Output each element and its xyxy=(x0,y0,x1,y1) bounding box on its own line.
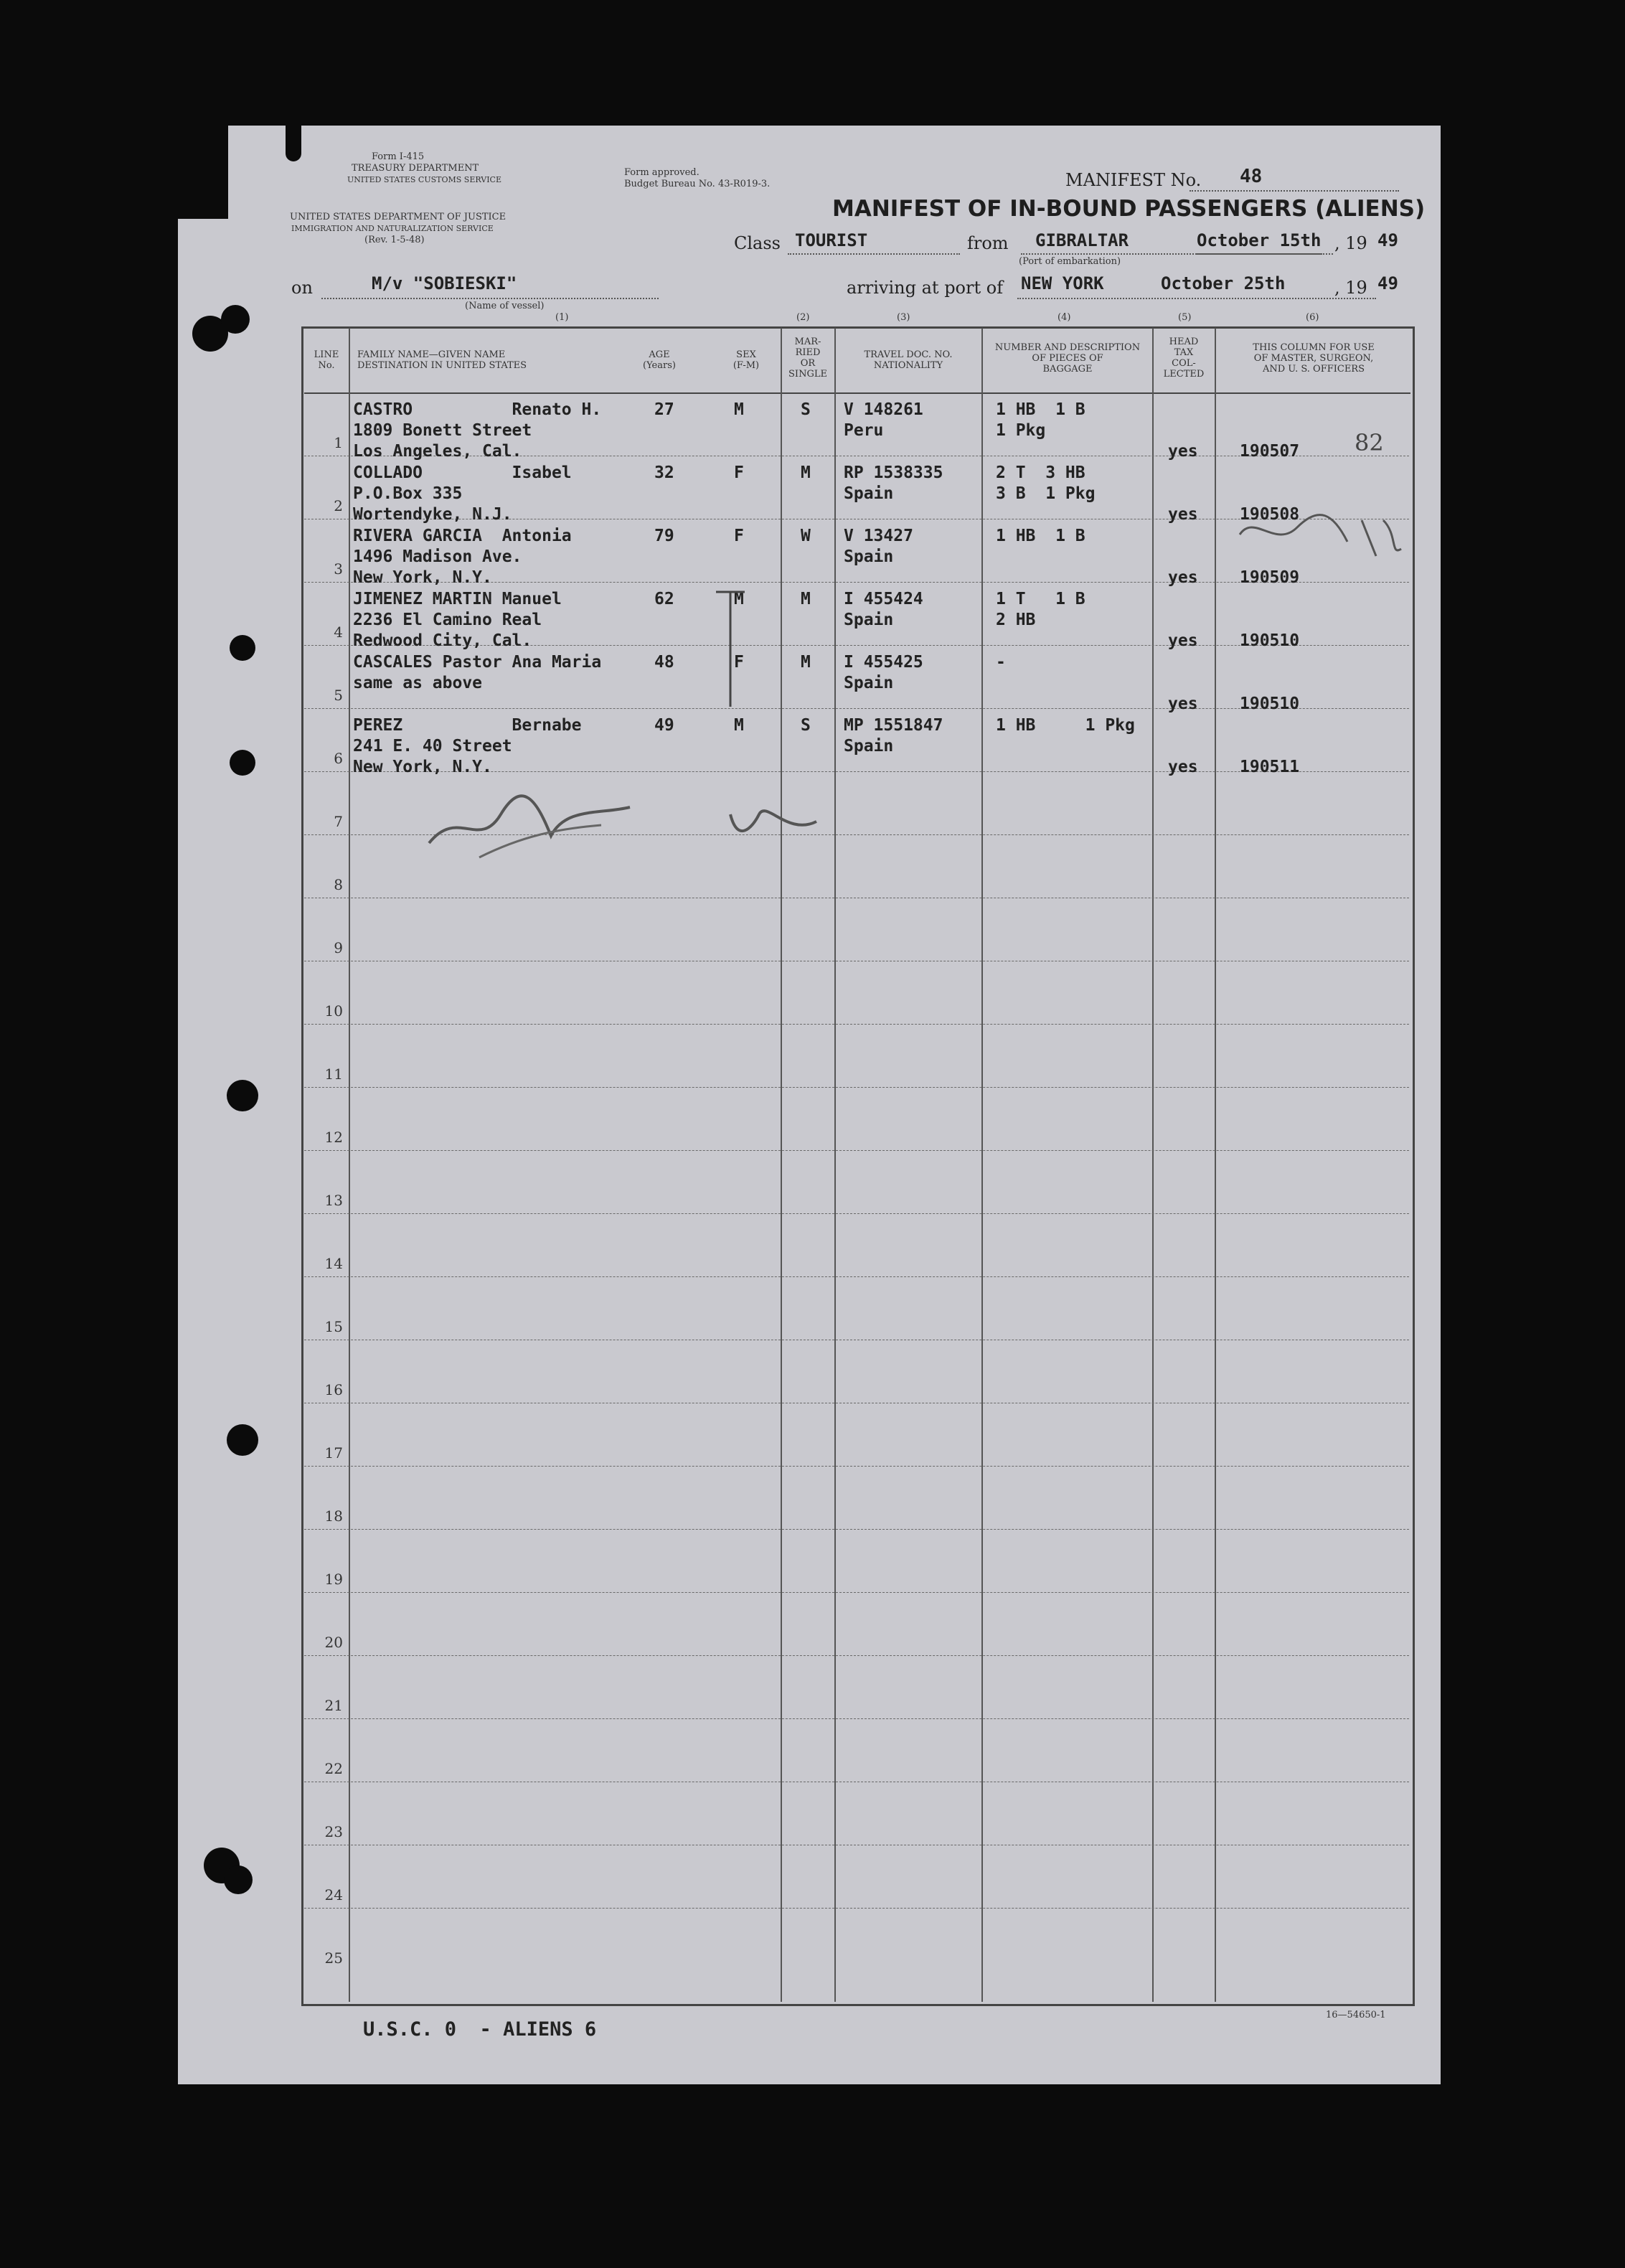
column-number: (4) xyxy=(1058,312,1071,323)
cell-name-line3: Los Angeles, Cal. xyxy=(353,442,522,461)
cell-name-line1: RIVERA GARCIA Antonia xyxy=(353,527,572,545)
header-travel-doc: TRAVEL DOC. NO. NATIONALITY xyxy=(864,349,953,371)
line-number: 17 xyxy=(324,1444,343,1462)
arriving-label: arriving at port of xyxy=(847,278,1004,298)
cell-name-line3: Redwood City, Cal. xyxy=(353,631,532,650)
class-label: Class xyxy=(734,233,781,253)
manifest-number-label: MANIFEST No. xyxy=(1065,170,1202,190)
cell-married: S xyxy=(801,716,811,735)
depart-date-line xyxy=(1197,253,1333,255)
cell-officer: 190507 xyxy=(1240,442,1300,461)
column-rule xyxy=(1152,328,1154,2002)
form-number: Form I-415 xyxy=(372,151,425,162)
revision-date: (Rev. 1-5-48) xyxy=(364,235,425,245)
cell-nationality: Spain xyxy=(844,611,894,629)
line-number: 15 xyxy=(324,1318,343,1335)
punch-hole xyxy=(227,1424,258,1456)
cell-married: M xyxy=(801,590,811,608)
cell-name-line1: CASCALES Pastor Ana Maria xyxy=(353,653,602,672)
ins-service: IMMIGRATION AND NATURALIZATION SERVICE xyxy=(291,224,494,233)
cell-age: 79 xyxy=(654,527,674,545)
vessel-name: M/v "SOBIESKI" xyxy=(372,273,517,293)
cell-name-line1: PEREZ Bernabe xyxy=(353,716,582,735)
summary-totals: U.S.C. 0 - ALIENS 6 xyxy=(363,2018,597,2041)
line-number: 3 xyxy=(334,560,343,578)
column-rule xyxy=(781,328,782,2002)
class-line xyxy=(788,253,960,255)
punch-hole xyxy=(221,305,250,334)
column-number: (2) xyxy=(796,312,810,323)
cell-doc: I 455425 xyxy=(844,653,923,672)
cell-sex: M xyxy=(734,716,744,735)
row-divider xyxy=(304,1466,1409,1467)
header-line-no: LINE No. xyxy=(314,349,339,371)
column-number: (5) xyxy=(1178,312,1192,323)
vessel-line xyxy=(321,298,659,299)
line-number: 16 xyxy=(324,1381,343,1398)
row-divider xyxy=(304,1087,1409,1088)
inspector-signature xyxy=(415,786,845,865)
row-divider xyxy=(304,1592,1409,1593)
line-number: 6 xyxy=(334,750,343,767)
column-rule xyxy=(981,328,983,2002)
cell-headtax: yes xyxy=(1168,568,1198,587)
handwritten-bracket xyxy=(694,585,781,714)
cell-baggage2: 1 Pkg xyxy=(996,421,1046,440)
departure-year: 49 xyxy=(1377,230,1398,250)
column-number: (6) xyxy=(1306,312,1319,323)
cell-officer: 190508 xyxy=(1240,505,1300,524)
punch-hole xyxy=(230,750,255,776)
torn-corner xyxy=(178,126,228,219)
header-baggage: NUMBER AND DESCRIPTION OF PIECES OF BAGGAGE xyxy=(994,342,1141,375)
form-approved: Form approved. xyxy=(624,167,700,178)
arrival-line xyxy=(1017,298,1376,299)
row-divider xyxy=(304,1908,1409,1909)
cell-nationality: Spain xyxy=(844,484,894,503)
vessel-name-label: (Name of vessel) xyxy=(465,301,545,311)
cell-headtax: yes xyxy=(1168,442,1198,461)
line-number: 10 xyxy=(324,1002,343,1020)
row-divider xyxy=(304,1024,1409,1025)
line-number: 13 xyxy=(324,1192,343,1209)
port-embarkation-label: (Port of embarkation) xyxy=(1019,256,1121,267)
cell-headtax: yes xyxy=(1168,695,1198,713)
row-divider xyxy=(304,1529,1409,1530)
header-married: MAR- RIED OR SINGLE xyxy=(788,337,827,380)
line-number: 14 xyxy=(324,1255,343,1272)
cell-name-line3: New York, N.Y. xyxy=(353,568,492,587)
cell-baggage1: 2 T 3 HB xyxy=(996,464,1085,482)
cell-doc: V 148261 xyxy=(844,400,923,419)
budget-bureau: Budget Bureau No. 43-R019-3. xyxy=(624,179,771,189)
line-number: 18 xyxy=(324,1507,343,1525)
line-number: 11 xyxy=(324,1065,343,1083)
line-number: 7 xyxy=(334,813,343,830)
line-number: 22 xyxy=(324,1760,343,1777)
line-number: 24 xyxy=(324,1886,343,1904)
cell-name-line2: 2236 El Camino Real xyxy=(353,611,542,629)
line-number: 21 xyxy=(324,1697,343,1714)
cell-headtax: yes xyxy=(1168,631,1198,650)
column-number: (3) xyxy=(897,312,910,323)
row-divider xyxy=(304,1150,1409,1151)
cell-age: 48 xyxy=(654,653,674,672)
cell-name-line1: COLLADO Isabel xyxy=(353,464,572,482)
line-number: 12 xyxy=(324,1129,343,1146)
cell-sex: F xyxy=(734,527,744,545)
cell-name-line2: 241 E. 40 Street xyxy=(353,737,512,756)
line-number: 8 xyxy=(334,876,343,893)
line-number: 20 xyxy=(324,1634,343,1651)
cell-sex: M xyxy=(734,590,744,608)
cell-doc: MP 1551847 xyxy=(844,716,943,735)
cell-note: 82 xyxy=(1355,429,1384,456)
cell-married: W xyxy=(801,527,811,545)
line-number: 23 xyxy=(324,1823,343,1840)
cell-name-line2: P.O.Box 335 xyxy=(353,484,463,503)
treasury-dept: TREASURY DEPARTMENT xyxy=(352,163,479,174)
cell-nationality: Spain xyxy=(844,674,894,692)
cell-doc: V 13427 xyxy=(844,527,913,545)
cell-name-line2: same as above xyxy=(353,674,483,692)
line-number: 1 xyxy=(334,434,343,451)
cell-married: S xyxy=(801,400,811,419)
arrival-year-prefix: , 19 xyxy=(1334,278,1367,298)
column-rule xyxy=(349,328,350,2002)
line-number: 5 xyxy=(334,687,343,704)
port-of-embarkation: GIBRALTAR xyxy=(1035,230,1129,250)
cell-baggage1: - xyxy=(996,653,1006,672)
cell-baggage2: 3 B 1 Pkg xyxy=(996,484,1096,503)
manifest-number: 48 xyxy=(1240,166,1263,187)
punch-hole xyxy=(227,1080,258,1111)
customs-service: UNITED STATES CUSTOMS SERVICE xyxy=(347,175,501,184)
row-divider xyxy=(304,1213,1409,1214)
cell-sex: M xyxy=(734,400,744,419)
cell-baggage1: 1 T 1 B xyxy=(996,590,1085,608)
punch-hole xyxy=(230,635,255,661)
departure-date: October 15th xyxy=(1197,230,1322,250)
cell-baggage2: 2 HB xyxy=(996,611,1036,629)
cell-nationality: Spain xyxy=(844,737,894,756)
arrival-date: October 25th xyxy=(1161,273,1286,293)
cell-sex: F xyxy=(734,653,744,672)
row-divider xyxy=(304,1655,1409,1656)
header-officers: THIS COLUMN FOR USE OF MASTER, SURGEON, AND U. S. OFFICERS xyxy=(1253,342,1375,375)
column-rule xyxy=(1215,328,1216,2002)
cell-officer: 190511 xyxy=(1240,758,1300,776)
cell-doc: RP 1538335 xyxy=(844,464,943,482)
cell-baggage1: 1 HB 1 B xyxy=(996,527,1085,545)
print-code: 16—54650-1 xyxy=(1326,2010,1386,2020)
cell-doc: I 455424 xyxy=(844,590,923,608)
line-number: 19 xyxy=(324,1571,343,1588)
cell-name-line1: CASTRO Renato H. xyxy=(353,400,602,419)
cell-headtax: yes xyxy=(1168,758,1198,776)
cell-name-line3: Wortendyke, N.J. xyxy=(353,505,512,524)
line-number: 2 xyxy=(334,497,343,514)
cell-married: M xyxy=(801,464,811,482)
cell-name-line2: 1496 Madison Ave. xyxy=(353,547,522,566)
line-number: 25 xyxy=(324,1949,343,1967)
cell-officer: 190510 xyxy=(1240,631,1300,650)
cell-baggage1: 1 HB 1 B xyxy=(996,400,1085,419)
manifest-sheet xyxy=(178,126,1441,2084)
cell-officer: 190510 xyxy=(1240,695,1300,713)
cell-officer: 190509 xyxy=(1240,568,1300,587)
line-number: 4 xyxy=(334,624,343,641)
cell-age: 62 xyxy=(654,590,674,608)
departure-year-prefix: , 19 xyxy=(1334,233,1367,253)
port-of-arrival: NEW YORK xyxy=(1021,273,1104,293)
on-label: on xyxy=(291,278,313,298)
arrival-year: 49 xyxy=(1377,273,1398,293)
cell-nationality: Spain xyxy=(844,547,894,566)
cell-age: 49 xyxy=(654,716,674,735)
header-name: FAMILY NAME—GIVEN NAME DESTINATION IN UNITED STATES xyxy=(357,349,527,371)
handwritten-annotation xyxy=(1233,506,1405,563)
cell-sex: F xyxy=(734,464,744,482)
cell-age: 32 xyxy=(654,464,674,482)
column-rule xyxy=(834,328,836,2002)
class-value: TOURIST xyxy=(795,230,868,250)
row-divider xyxy=(304,1718,1409,1719)
row-divider xyxy=(304,1276,1409,1277)
header-sex: SEX (F-M) xyxy=(733,349,760,371)
from-label: from xyxy=(967,233,1009,253)
cell-married: M xyxy=(801,653,811,672)
column-number: (1) xyxy=(555,312,569,323)
header-head-tax: HEAD TAX COL- LECTED xyxy=(1163,337,1205,380)
header-age: AGE (Years) xyxy=(643,349,676,371)
cell-age: 27 xyxy=(654,400,674,419)
page-title: MANIFEST OF IN-BOUND PASSENGERS (ALIENS) xyxy=(832,196,1426,222)
line-number: 9 xyxy=(334,939,343,956)
punch-hole xyxy=(224,1865,253,1894)
cell-name-line3: New York, N.Y. xyxy=(353,758,492,776)
cell-baggage1: 1 HB 1 Pkg xyxy=(996,716,1135,735)
header-rule xyxy=(304,392,1410,394)
justice-dept: UNITED STATES DEPARTMENT OF JUSTICE xyxy=(290,212,507,222)
cell-nationality: Peru xyxy=(844,421,884,440)
cell-name-line2: 1809 Bonett Street xyxy=(353,421,532,440)
cell-name-line1: JIMENEZ MARTIN Manuel xyxy=(353,590,562,608)
torn-notch xyxy=(286,126,301,161)
cell-headtax: yes xyxy=(1168,505,1198,524)
manifest-number-line xyxy=(1190,190,1399,192)
